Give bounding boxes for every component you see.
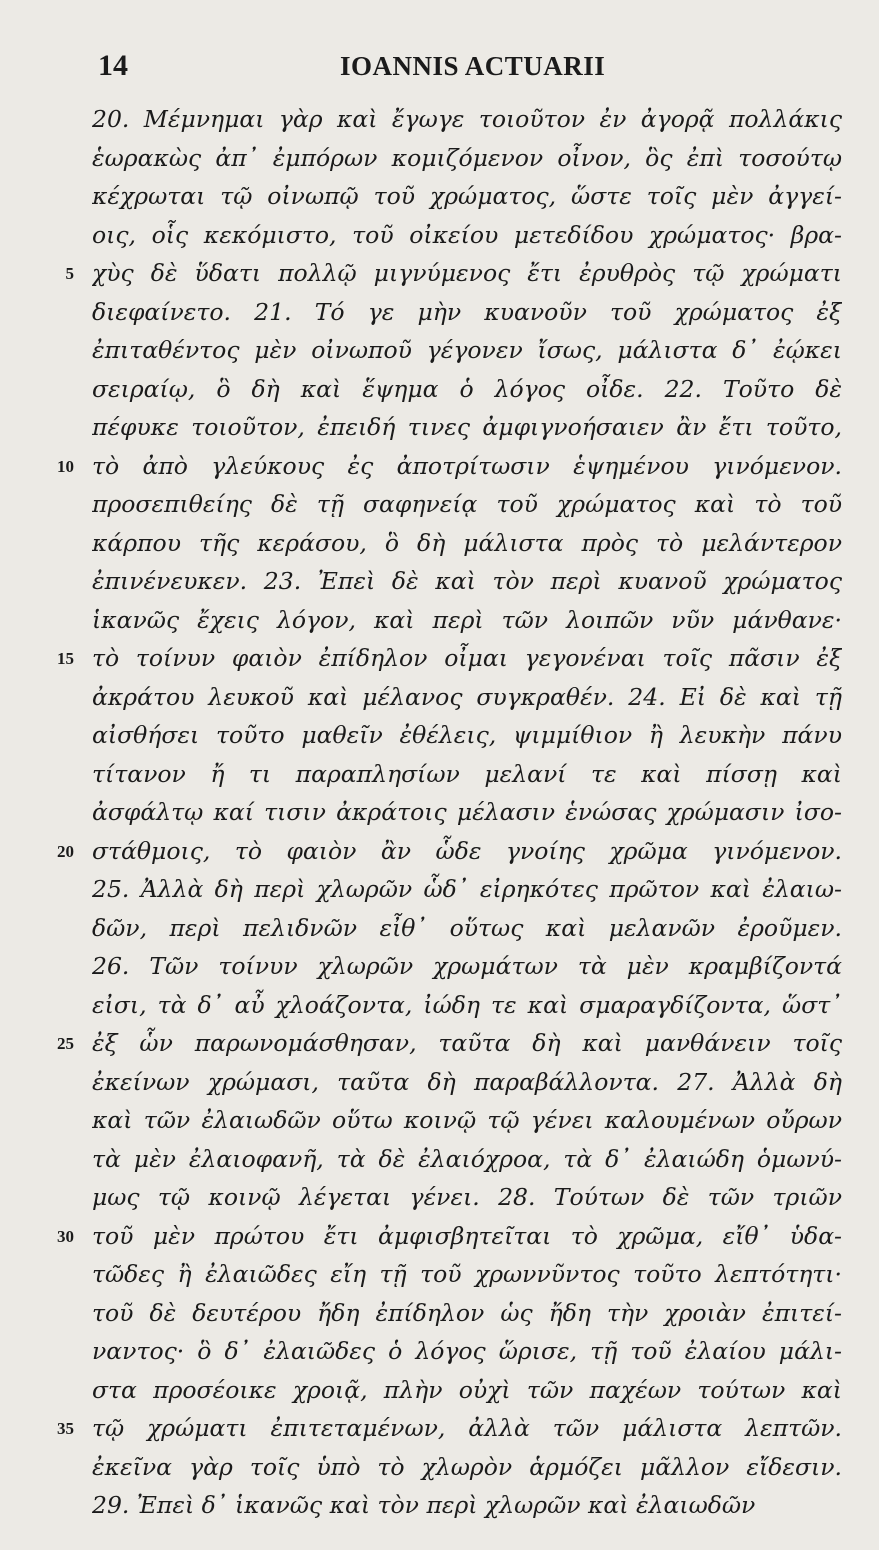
text-line [0,1063,879,1102]
text-line [0,447,879,486]
line-text: κέχρωται τῷ οἰνωπῷ τοῦ χρώματος, ὥστε τοῖς μὲν ἀγγεί- [92,182,842,210]
text-line [0,716,879,755]
text-line [0,793,879,832]
line-text: τίτανον ἤ τι παραπλησίων μελανί τε καὶ πίσσῃ καὶ [92,759,842,788]
line-text: πέφυκε τοιοῦτον, ἐπειδή τινες ἀμφιγνοήσαιεν ἂν ἔτι τοῦτο, [92,413,842,441]
line-text: εἰσι, τὰ δ᾽ αὖ χλοάζοντα, ἰώδη τε καὶ σμαραγδίζοντα, ὥστ᾽ [92,990,842,1019]
page-number: 14 [98,49,128,82]
text-line [0,1101,879,1140]
line-number: 30 [57,1226,74,1246]
line-text: τῷ χρώματι ἐπιτεταμένων, ἀλλὰ τῶν μάλιστα λεπτῶν. [92,1414,842,1442]
line-number: 35 [57,1419,74,1438]
text-line [0,408,879,447]
text-line [0,139,879,178]
line-text: ἐκεῖνα γὰρ τοῖς ὑπὸ τὸ χλωρὸν ἁρμόζει μᾶλλον εἴδεσιν. [92,1452,842,1481]
text-line [0,177,879,216]
line-text: 26. Τῶν τοίνυν χλωρῶν χρωμάτων τὰ μὲν κραμβίζοντά [92,952,842,980]
line-text: δῶν, περὶ πελιδνῶν εἶθ᾽ οὕτως καὶ μελανῶν ἐροῦμεν. [92,913,842,942]
text-line [0,1217,879,1256]
line-text: ἀσφάλτῳ καί τισιν ἀκράτοις μέλασιν ἑνώσας χρώμασιν ἰσο- [92,798,842,826]
line-text: μως τῷ κοινῷ λέγεται γένει. 28. Τούτων δὲ τῶν τριῶν [92,1183,842,1211]
text-line [0,947,879,986]
line-text: προσεπιθείης δὲ τῇ σαφηνείᾳ τοῦ χρώματος καὶ τὸ τοῦ [92,490,842,518]
text-line [0,986,879,1025]
text-line [0,870,879,909]
running-head: IOANNIS ACTUARII [340,51,606,81]
text-line [0,216,879,255]
line-text: σειραίῳ, ὃ δὴ καὶ ἕψημα ὁ λόγος οἶδε. 22. Τοῦτο δὲ [92,374,842,403]
line-text: ἑωρακὼς ἀπ᾽ ἐμπόρων κομιζόμενον οἶνον, ὃς ἐπὶ τοσούτῳ [92,143,842,172]
text-line [0,1294,879,1333]
line-text: αἰσθήσει τοῦτο μαθεῖν ἐθέλεις, ψιμμίθιον ἢ λευκὴν πάνυ [92,721,842,749]
line-text: 20. Μέμνημαι γὰρ καὶ ἔγωγε τοιοῦτον ἐν ἀγορᾷ πολλάκις [92,105,842,133]
line-number: 10 [57,456,74,476]
line-text: τὸ ἀπὸ γλεύκους ἐς ἀποτρίτωσιν ἑψημένου γινόμενον. [92,451,842,480]
text-line [0,1140,879,1179]
line-text: στα προσέοικε χροιᾷ, πλὴν οὐχὶ τῶν παχέων τούτων καὶ [92,1375,842,1404]
line-text: τῶδες ἢ ἐλαιῶδες εἴη τῇ τοῦ χρωννῦντος τοῦτο λεπτότητι· [92,1260,842,1288]
line-text: ἐπιταθέντος μὲν οἰνωποῦ γέγονεν ἴσως, μάλιστα δ᾽ ἐῴκει [92,336,842,364]
line-text: τοῦ δὲ δευτέρου ἤδη ἐπίδηλον ὡς ἤδη τὴν χροιὰν ἐπιτεί- [92,1298,842,1327]
line-text: κάρπου τῆς κεράσου, ὃ δὴ μάλιστα πρὸς τὸ μελάντερον [92,528,842,557]
line-number: 5 [65,264,74,283]
line-number: 20 [57,841,74,861]
text-line [0,1024,879,1063]
line-text: οις, οἷς κεκόμιστο, τοῦ οἰκείου μετεδίδου χρώματος· βρα- [92,220,842,249]
text-line [0,100,879,139]
line-text: καὶ τῶν ἐλαιωδῶν οὕτω κοινῷ τῷ γένει καλουμένων οὔρων [92,1106,842,1134]
page-header [0,46,879,86]
line-text: ναντος· ὃ δ᾽ ἐλαιῶδες ὁ λόγος ὥρισε, τῇ τοῦ ἐλαίου μάλι- [92,1337,842,1365]
line-number: 15 [57,649,74,668]
text-line [0,1178,879,1217]
line-text: χὺς δὲ ὕδατι πολλῷ μιγνύμενος ἔτι ἐρυθρὸς τῷ χρώματι [92,259,842,287]
text-line [0,601,879,640]
text-line [0,1486,879,1525]
text-line [0,1371,879,1410]
text-line [0,1332,879,1371]
text-line [0,678,879,717]
text-line [0,562,879,601]
text-line [0,1409,879,1448]
line-text: τὸ τοίνυν φαιὸν ἐπίδηλον οἶμαι γεγονέναι τοῖς πᾶσιν ἐξ [92,644,842,672]
line-text: τοῦ μὲν πρώτου ἔτι ἀμφισβητεῖται τὸ χρῶμα, εἴθ᾽ ὑδα- [92,1221,842,1250]
text-line [0,485,879,524]
text-line [0,755,879,794]
text-line [0,254,879,293]
text-line [0,331,879,370]
text-line [0,524,879,563]
line-number: 25 [57,1034,74,1053]
line-text: 29. Ἐπεὶ δ᾽ ἱκανῶς καὶ τὸν περὶ χλωρῶν καὶ ἐλαιωδῶν [92,1491,756,1519]
line-text: ἐκείνων χρώμασι, ταῦτα δὴ παραβάλλοντα. 27. Ἀλλὰ δὴ [92,1067,842,1096]
text-line [0,293,879,332]
line-text: τὰ μὲν ἐλαιοφανῆ, τὰ δὲ ἐλαιόχροα, τὰ δ᾽ ἐλαιώδη ὁμωνύ- [92,1144,842,1173]
text-block [0,100,879,1525]
line-text: διεφαίνετο. 21. Τό γε μὴν κυανοῦν τοῦ χρώματος ἐξ [92,297,842,326]
line-text: ἐπινένευκεν. 23. Ἐπεὶ δὲ καὶ τὸν περὶ κυανοῦ χρώματος [92,567,842,595]
text-line [0,1448,879,1487]
line-text: ἱκανῶς ἔχεις λόγον, καὶ περὶ τῶν λοιπῶν νῦν μάνθανε· [92,605,842,634]
line-text: 25. Ἀλλὰ δὴ περὶ χλωρῶν ὧδ᾽ εἰρηκότες πρῶτον καὶ ἐλαιω- [92,875,842,903]
text-line [0,370,879,409]
line-text: ἐξ ὧν παρωνομάσθησαν, ταῦτα δὴ καὶ μανθάνειν τοῖς [92,1029,842,1057]
text-line [0,639,879,678]
text-line [0,832,879,871]
line-text: στάθμοις, τὸ φαιὸν ἂν ὧδε γνοίης χρῶμα γινόμενον. [92,836,842,865]
line-text: ἀκράτου λευκοῦ καὶ μέλανος συγκραθέν. 24. Εἰ δὲ καὶ τῇ [92,682,842,711]
text-line [0,909,879,948]
text-line [0,1255,879,1294]
